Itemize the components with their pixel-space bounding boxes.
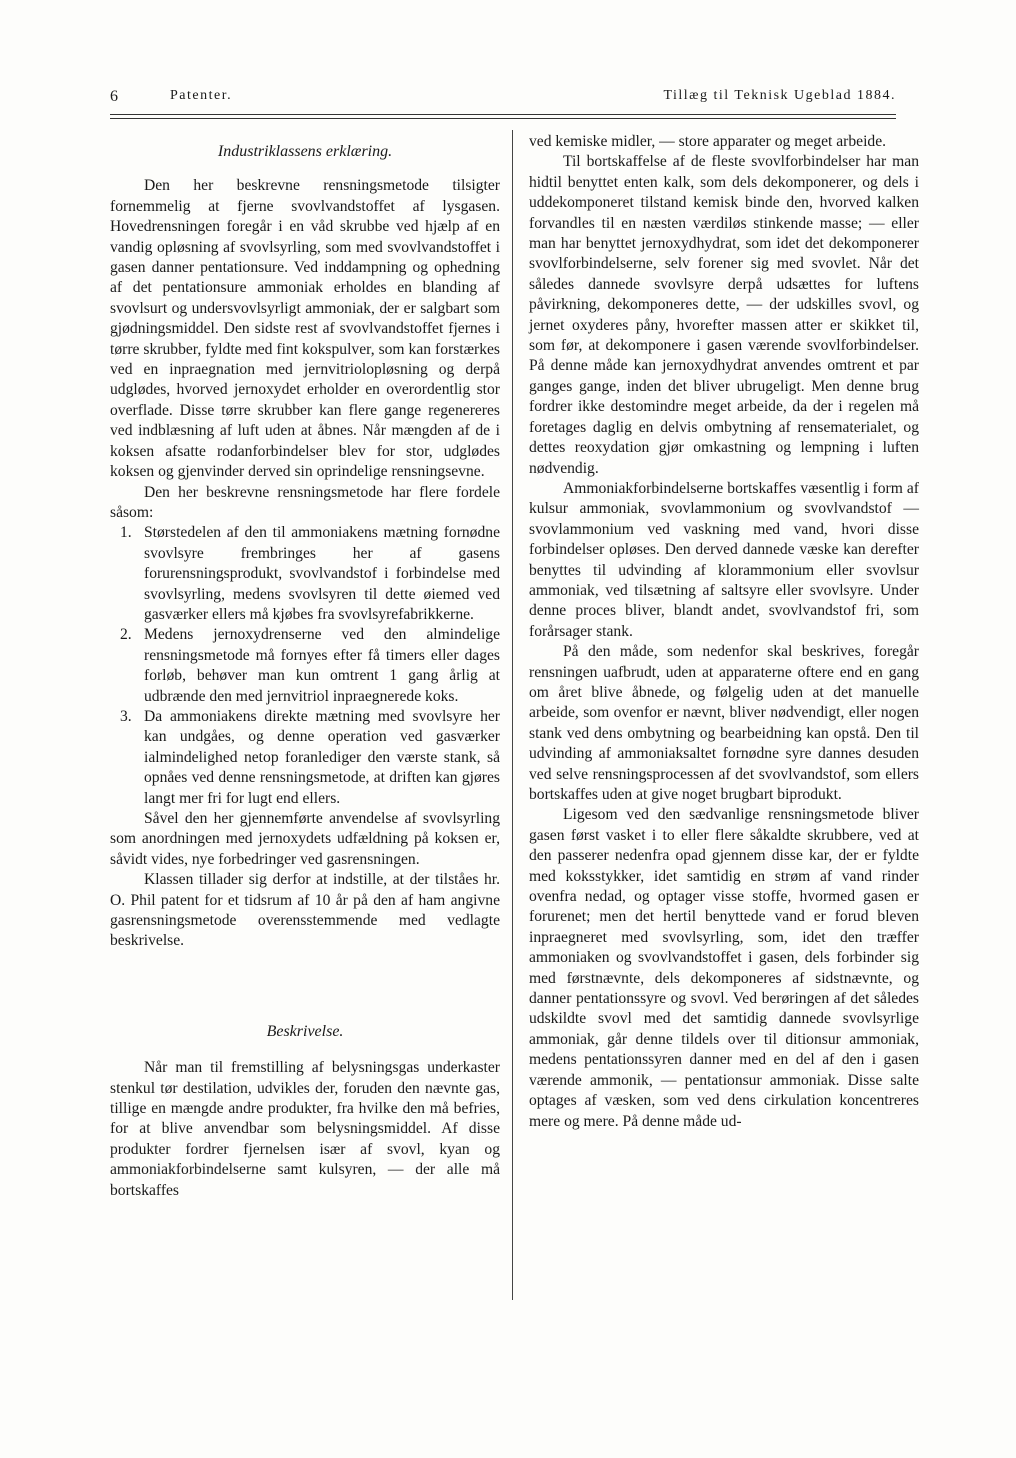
list-item [110, 625, 500, 707]
list-item [110, 523, 500, 625]
right-column [529, 132, 919, 1132]
paragraph: Den her beskrevne rensningsmetode har flere fordele såsom: [110, 483, 500, 521]
section-heading: Beskrivelse. [266, 1022, 344, 1040]
paragraph: Når man til fremstilling af belysningsgas underkaster stenkul tør destilation, udvikles der, foruden den nævnte gas, tillige en mængde andre produkter, fra hvilke den må befries, for at blive anvendbar som belysningsmiddel. Af disse produkter fordrer fjernelsen især af svovl, kyan og ammoniakforbindelserne samt kulsyren, — der alle må bortskaffes [110, 1059, 500, 1199]
paragraph: ved kemiske midler, — store apparater og meget arbeide. [529, 133, 887, 150]
left-column [110, 132, 500, 1201]
list-item [110, 707, 500, 809]
header-rule-bottom [110, 118, 896, 119]
list-number: 2. [120, 626, 132, 644]
paragraph: Til bortskaffelse af de fleste svovlforbindelser har man hidtil benyttet enten kalk, som dels dekomponerer, og dels i uddekomponeret tilstand kemisk binde den, hvorved kalken forvandles til en næsten værdiløs stinkende masse; — eller man har benyttet jernoxydhydrat, som idet det dekomponerer svovlforbindelserne, selv forener sig med svovlet. Når det således dannede svovlsyre derpå udsættes for luftens påvirkning, dekomponeres dette, — der udskilles svovl, og jernet oxyderes påny, hvorefter massen atter er skikket til, som før, at dekomponere i gasen værende svovlforbindelser. På denne måde kan jernoxydhydrat anvendes omtrent et par ganges gange, inden det bliver ubrugeligt. Men denne brug fordrer ikke destomindre meget arbeide, da der i regelen må foretages daglig en delvis ombytning af rensematerialet, og dettes reoxydation gjør omkastning og lempning i luften nødvendig. [529, 153, 919, 477]
section-title: Patenter. [170, 88, 233, 103]
column-divider [512, 130, 513, 1300]
list-number: 1. [120, 524, 132, 542]
paragraph: Ammoniakforbindelserne bortskaffes væsentlig i form af kulsur ammoniak, svovlammonium og svovlvandstof — svovlammonium ved vaskning med vand, hvori disse forbindelser opløses. Den derved dannede væske kan derefter benyttes til udvinding af klorammonium eller svovlsur ammoniak, ved tilsætning af saltsyre eller svovlsyre. Under denne proces bliver, blandt andet, svovlvandstof fri, som forårsager stank. [529, 479, 919, 640]
running-header [110, 88, 896, 110]
running-title: Tillæg til Teknisk Ugeblad 1884. [663, 88, 896, 103]
list-text: Størstedelen af den til ammoniakens mætning fornødne svovlsyre frembringes her af gasens forurensningsprodukt, svovlvandstof i forbindelse med svovlsyrling, medens svovlsyren til dette øiemed ved gasværker ellers må kjøbes fra svovlsyrefabrikkerne. [144, 524, 500, 623]
advantages-list [110, 523, 500, 809]
paragraph: På den måde, som nedenfor skal beskrives, foregår rensningen uafbrudt, uden at apparaterne oftere end en gang om året blive åbnede, og følgelig uden at det manuelle arbeide, som ovenfor er nævnt, bliver nødvendigt, eller nogen stank ved dens ombytning og bearbeidning kan opstå. Den til udvinding af ammoniaksaltet fornødne syre dannes desuden ved selve rensningsprocessen af det svovlvandstof, som ellers bortskaffes uden at give noget brugbart biprodukt. [529, 643, 919, 803]
list-text: Medens jernoxydrenserne ved den almindelige rensningsmetode må fornyes efter få timers eller dages forløb, behøver man kun omtrent 1 gang årlig at udbrænde den med jernvitriol inpraegnerede koks. [144, 626, 500, 705]
list-number: 3. [120, 707, 132, 725]
section-heading: Industriklassens erklæring. [217, 143, 393, 160]
list-text: Da ammoniakens direkte mætning med svovlsyre her kan undgåes, og denne operation ved gasværker ialmindelighed netop foranlediger den værste stank, så opnåes ved denne rensningsmetode, at driften kan gjøres langt mer fri for lugt end ellers. [144, 707, 500, 807]
paragraph: Ligesom ved den sædvanlige rensningsmetode bliver gasen først vasket i to eller flere såkaldte skrubbere, ved at den passerer nedenfra opad gjennem disse kar, der er fyldte med koksstykker, idet samtidig en strøm af vand rinder ovenfra nedad, og optager visse stoffe, hvormed gasen er forurenet; men det hertil benyttede vand er forud bleven inpraegneret med svovlsyrling, som, idet den træffer ammoniaken og svovlvandstoffet i gasen, dels forbinder sig med førstnævnte, dels dekomponeres af sidstnævnte, og danner pentationssyre og svovl. Ved berøringen af det således udskildte svovl med det samtidig dannede svovlsyrlige ammoniak, går denne tildels over til ditionsur ammoniak, medens pentationssyren danner med en del af den i gasen værende ammonik, — pentationsur ammoniak. Disse salte optages af væsken, som ved dens cirkulation koncentreres mere og mere. På denne måde ud- [529, 806, 919, 1130]
header-rule-top [110, 114, 896, 115]
paragraph: Såvel den her gjennemførte anvendelse af svovlsyrling som anordningen med jernoxydets udfældning på koksen er, såvidt vides, nye forbedringer ved gasrensningen. [110, 810, 500, 868]
page-number: 6 [110, 88, 120, 105]
paragraph: Den her beskrevne rensningsmetode tilsigter fornemmelig at fjerne svovlvandstoffet af lysgasen. Hovedrensningen foregår i en våd skrubbe ved hjælp af en vandig opløsning af svovlsyrling, som med svovlvandstoffet i gasen danner pentationsure. Ved inddampning og ophedning af det pentationsure ammoniak erholdes en blanding af svovlsurt og undersvovlsyrligt ammoniak, der er salgbart som gjødningsmiddel. Den sidste rest af svovlvandstoffet fjernes i tørre skrubber, fyldte med fint kokspulver, som kan forstærkes ved en inpraegnation med jernvitriolopløsning og derpå udglødes, hvorved jernoxydet erholder en overordentlig stor overflade. Disse tørre skrubber kan flere gange regenereres ved indblæsning af luft uden at åbnes. Når mængden af de i koksen afsatte rodanforbindelser blev for stor, udglødes koksen og gjenvinder derved sin oprindelige rensningsevne. [110, 177, 500, 481]
paragraph: Klassen tillader sig derfor at indstille, at der tilståes hr. O. Phil patent for et tidsrum af 10 år på den af ham angivne gasrensningsmetode overensstemmende med vedlagte beskrivelse. [110, 871, 500, 950]
